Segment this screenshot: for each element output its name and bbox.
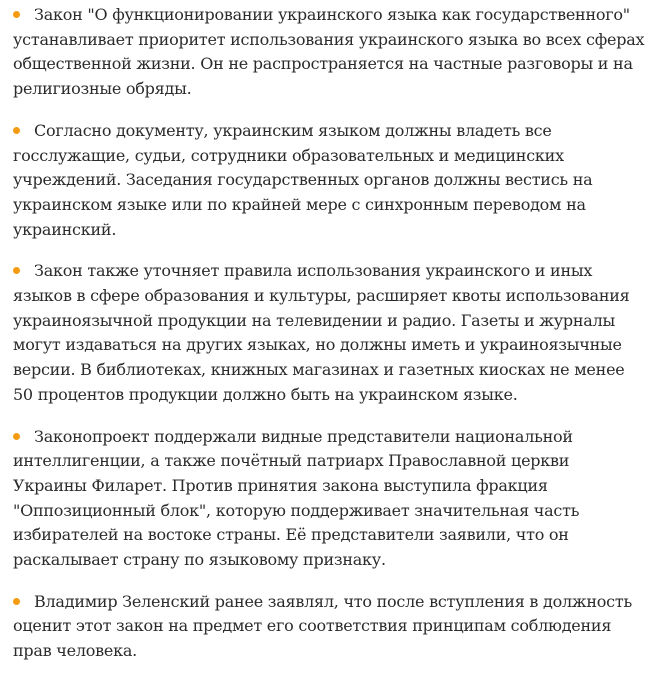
list-item — [13, 3, 645, 102]
list-item-text: Согласно документу, украинским языком должны владеть все госслужащие, судьи, сотрудники образовательных и медицинских учреждений. Заседания государственных органов должны вестись на украинском языке или по крайней мере с синхронным переводом на украинский. — [13, 120, 593, 239]
list-item — [13, 119, 645, 243]
bullet-icon — [13, 127, 20, 134]
list-item-text: Владимир Зеленский ранее заявлял, что после вступления в должность оценит этот закон на предмет его соответствия принципам соблюдения прав человека. — [13, 591, 632, 661]
bullet-icon — [13, 267, 20, 274]
list-item-text: Законопроект поддержали видные представители национальной интеллигенции, а также почётный патриарх Православной церкви Украины Филарет. Против принятия закона выступила фракция "Оппозиционный блок", которую поддерживает значительная часть избирателей на востоке страны. Её представители заявили, что он раскалывает страну по языковому признаку. — [13, 426, 580, 570]
list-item-text: Закон "О функционировании украинского языка как государственного" устанавливает приоритет использования украинского языка во всех сферах общественной жизни. Он не распространяется на частные разговоры и на религиозные обряды. — [13, 5, 645, 99]
list-item-text: Закон также уточняет правила использования украинского и иных языков в сфере образования и культуры, расширяет квоты использования украиноязычной продукции на телевидении и радио. Газеты и журналы могут издаваться на других языках, но должны иметь и украиноязычные версии. В библиотеках, книжных магазинах и газетных киосках не менее 50 процентов продукции должно быть на украинском языке. — [13, 261, 630, 404]
article-body — [13, 3, 645, 681]
bullet-icon — [13, 598, 20, 605]
bullet-list — [13, 3, 645, 664]
bullet-icon — [13, 433, 20, 440]
list-item — [13, 259, 645, 407]
list-item — [13, 590, 645, 664]
bullet-icon — [13, 11, 20, 18]
list-item — [13, 425, 645, 573]
